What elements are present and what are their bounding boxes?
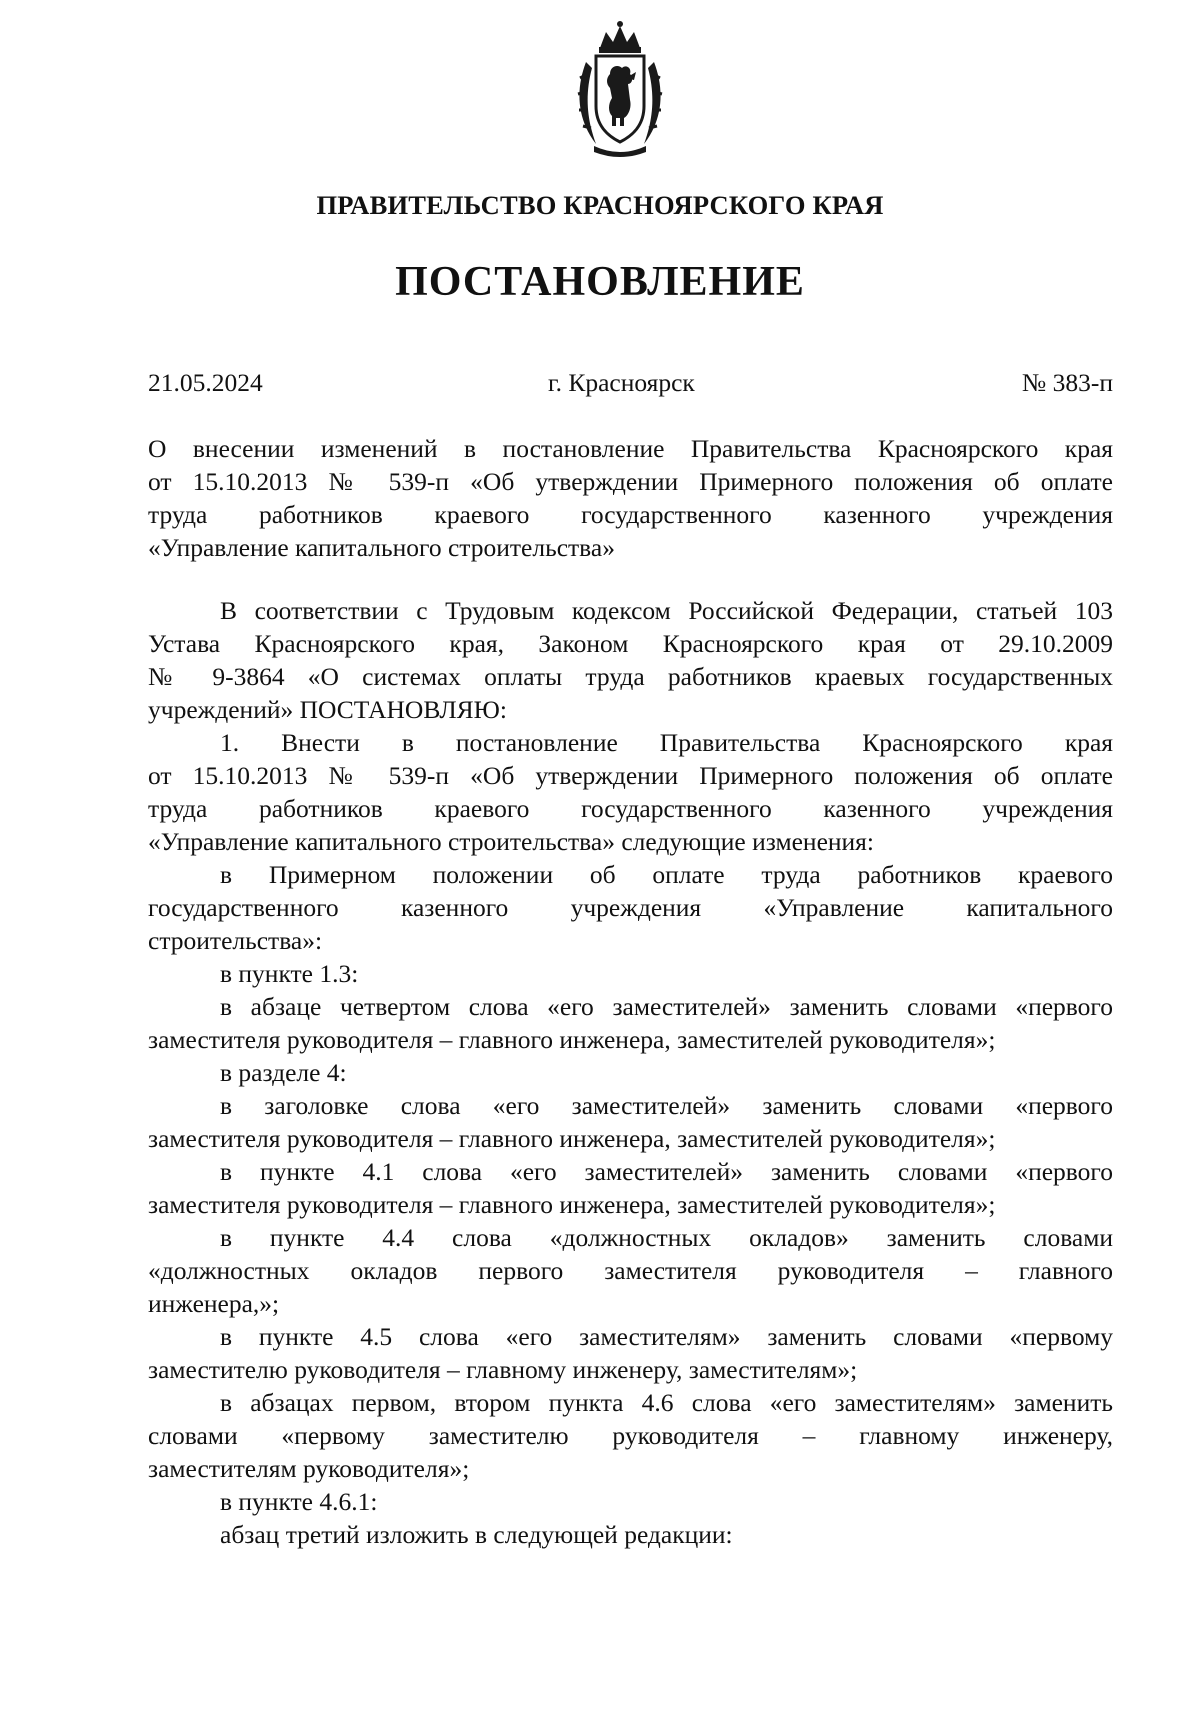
body-line: словами «первому заместителю руководителя – главному инженеру, [148, 1421, 1113, 1450]
subject-line: труда работников краевого государственного казенного учреждения [148, 500, 1113, 529]
body-line: заместителю руководителя – главному инженеру, заместителям»; [148, 1355, 858, 1384]
document-date: 21.05.2024 [148, 368, 263, 397]
body-line: в пункте 4.6.1: [220, 1487, 378, 1516]
body-line: № 9-3864 «О системах оплаты труда работников краевых государственных [148, 662, 1113, 691]
document-city: г. Красноярск [548, 368, 695, 397]
body-line: В соответствии с Трудовым кодексом Российской Федерации, статьей 103 [220, 596, 1113, 625]
body-line: «должностных окладов первого заместителя руководителя – главного [148, 1256, 1113, 1285]
organization-title: ПРАВИТЕЛЬСТВО КРАСНОЯРСКОГО КРАЯ [316, 190, 884, 220]
body-line: учреждений» ПОСТАНОВЛЯЮ: [148, 695, 507, 724]
krasnoyarsk-coat-of-arms-icon [566, 18, 674, 162]
subject-line: «Управление капитального строительства» [148, 533, 615, 562]
document-type-title: ПОСТАНОВЛЕНИЕ [395, 259, 805, 305]
body-line: заместителя руководителя – главного инженера, заместителей руководителя»; [148, 1025, 996, 1054]
body-line: в пункте 4.1 слова «его заместителей» заменить словами «первого [220, 1157, 1113, 1186]
body-line: инженера,»; [148, 1289, 280, 1318]
body-line: в разделе 4: [220, 1058, 347, 1087]
body-line: в пункте 1.3: [220, 959, 359, 988]
body-line: труда работников краевого государственного казенного учреждения [148, 794, 1113, 823]
body-line: от 15.10.2013 № 539-п «Об утверждении Примерного положения об оплате [148, 761, 1113, 790]
body-line: заместителям руководителя»; [148, 1454, 470, 1483]
document-body [148, 595, 1113, 1552]
body-line: строительства»: [148, 926, 323, 955]
body-line: государственного казенного учреждения «Управление капитального [148, 893, 1113, 922]
document-meta-row [148, 368, 1113, 404]
body-line: в пункте 4.4 слова «должностных окладов» заменить словами [220, 1223, 1113, 1252]
document-subject [148, 432, 1113, 564]
body-line: «Управление капитального строительства» следующие изменения: [148, 827, 874, 856]
subject-line: от 15.10.2013 № 539-п «Об утверждении Примерного положения об оплате [148, 467, 1113, 496]
body-line: 1. Внести в постановление Правительства Красноярского края [220, 728, 1113, 757]
body-line: абзац третий изложить в следующей редакции: [220, 1520, 733, 1549]
body-line: Устава Красноярского края, Законом Красноярского края от 29.10.2009 [148, 629, 1113, 658]
body-line: в абзацах первом, втором пункта 4.6 слова «его заместителям» заменить [220, 1388, 1113, 1417]
body-line: заместителя руководителя – главного инженера, заместителей руководителя»; [148, 1190, 996, 1219]
document-number: № 383-п [1021, 368, 1113, 397]
body-line: в Примерном положении об оплате труда работников краевого [220, 860, 1113, 889]
body-line: заместителя руководителя – главного инженера, заместителей руководителя»; [148, 1124, 996, 1153]
body-line: в абзаце четвертом слова «его заместителей» заменить словами «первого [220, 992, 1113, 1021]
body-line: в пункте 4.5 слова «его заместителям» заменить словами «первому [220, 1322, 1113, 1351]
body-line: в заголовке слова «его заместителей» заменить словами «первого [220, 1091, 1113, 1120]
subject-line: О внесении изменений в постановление Правительства Красноярского края [148, 434, 1113, 463]
